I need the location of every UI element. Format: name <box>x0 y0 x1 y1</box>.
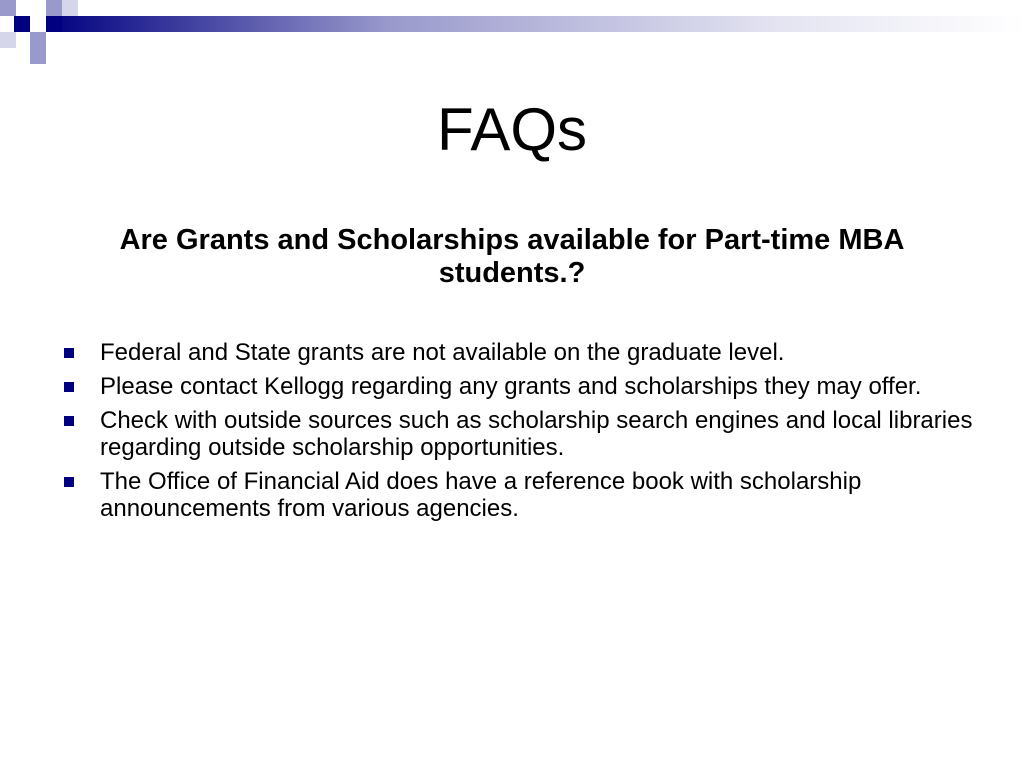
checker-square <box>0 0 16 16</box>
bullet-item <box>60 339 980 366</box>
slide-title: FAQs <box>436 96 588 163</box>
bullet-item <box>60 373 980 400</box>
bullet-text: Check with outside sources such as scholarship search engines and local libraries regarding outside scholarship opportunities. <box>100 407 973 461</box>
header-gradient-band <box>46 16 1024 32</box>
answer-bullet-list <box>60 339 980 529</box>
bullet-item <box>60 468 980 522</box>
checker-square <box>62 0 78 16</box>
checker-square <box>30 48 46 64</box>
bullet-text: Please contact Kellogg regarding any grants and scholarships they may offer. <box>100 373 922 400</box>
bullet-text: Federal and State grants are not available on the graduate level. <box>100 339 785 366</box>
square-bullet-icon <box>64 416 74 426</box>
checker-square <box>46 0 62 16</box>
bullet-item <box>60 407 980 461</box>
header-checker-decoration <box>0 0 1024 64</box>
checker-square <box>14 16 30 32</box>
square-bullet-icon <box>64 477 74 487</box>
faq-question: Are Grants and Scholarships available for Part-time MBA students.? <box>119 224 905 289</box>
square-bullet-icon <box>64 382 74 392</box>
bullet-text: The Office of Financial Aid does have a reference book with scholarship announcements from various agencies. <box>100 468 862 522</box>
checker-square <box>30 32 46 48</box>
checker-square <box>0 32 16 48</box>
checker-square <box>46 16 62 32</box>
square-bullet-icon <box>64 348 74 358</box>
